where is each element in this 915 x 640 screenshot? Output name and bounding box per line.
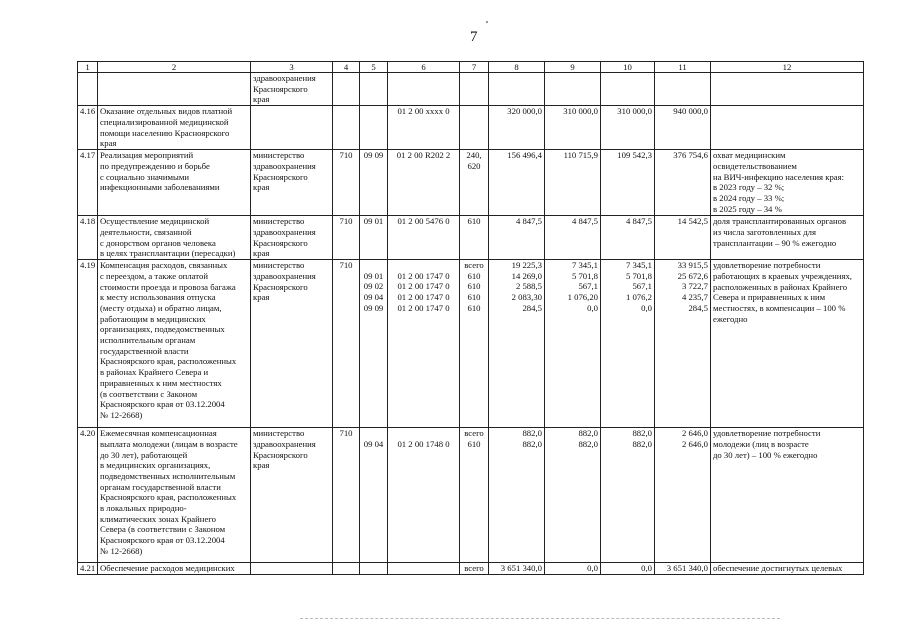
code-cell [333, 563, 360, 575]
table-row [78, 216, 864, 260]
value-total: 940 000,0 [655, 106, 711, 150]
value-total: 14 542,5 [655, 216, 711, 260]
column-number-row [78, 62, 864, 73]
row-number: 4.21 [78, 563, 98, 575]
value-2024: 110 715,9 [545, 150, 601, 216]
target-article-cell: 01 2 00 1748 0 [388, 428, 460, 563]
expense-type-cell: 610 [460, 216, 489, 260]
value-total: 33 915,5 25 672,6 3 722,7 4 235,7 284,5 [655, 260, 711, 428]
value-2025: 4 847,5 [601, 216, 655, 260]
result-cell [711, 106, 864, 150]
column-number: 5 [360, 62, 388, 73]
grbs-cell [251, 106, 333, 150]
grbs-cell [251, 563, 333, 575]
table-row [78, 563, 864, 575]
measure-description: Осуществление медицинской деятельности, связанной с донорством органов человека в целях трансплантации (пересадки) [98, 216, 251, 260]
grbs-cell: министерство здравоохранения Красноярского края [251, 150, 333, 216]
measure-description: Обеспечение расходов медицинских [98, 563, 251, 575]
expense-type-cell: всего 610 [460, 428, 489, 563]
target-article-cell: 01 2 00 5476 0 [388, 216, 460, 260]
section-cell [360, 106, 388, 150]
table-row [78, 428, 864, 563]
column-number: 4 [333, 62, 360, 73]
target-article-cell: 01 2 00 xxxx 0 [388, 106, 460, 150]
code-cell: 710 [333, 260, 360, 428]
value-2025: 310 000,0 [601, 106, 655, 150]
value-2024: 4 847,5 [545, 216, 601, 260]
measure-description: Компенсация расходов, связанных с переездом, а также оплатой стоимости проезда и провоза багажа к месту использования отпуска (месту отдыха) и обратно лицам, работающим в медицинских организациях, подведомственных исполнительным органам государственной власти Красноярского края, расположенных в районах Крайнего Севера и приравненных к ним местностях (в соответствии с Законом Красноярского края от 03.12.2004 № 12-2668) [98, 260, 251, 428]
budget-measures-table [77, 61, 864, 575]
value-2025: 7 345,1 5 701,8 567,1 1 076,2 0,0 [601, 260, 655, 428]
row-number: 4.17 [78, 150, 98, 216]
row-number: 4.20 [78, 428, 98, 563]
code-cell: 710 [333, 216, 360, 260]
column-number: 1 [78, 62, 98, 73]
section-cell: 09 09 [360, 150, 388, 216]
section-cell: 09 01 [360, 216, 388, 260]
result-cell: обеспечение достигнутых целевых [711, 563, 864, 575]
value-2024: 7 345,1 5 701,8 567,1 1 076,20 0,0 [545, 260, 601, 428]
section-cell: 09 04 [360, 428, 388, 563]
column-number: 9 [545, 62, 601, 73]
value-2024: 882,0 882,0 [545, 428, 601, 563]
target-article-cell: 01 2 00 1747 0 01 2 00 1747 0 01 2 00 1747 0 01 2 00 1747 0 [388, 260, 460, 428]
column-number: 3 [251, 62, 333, 73]
result-cell: доля трансплантированных органов из числа заготовленных для трансплантации – 90 % ежегодно [711, 216, 864, 260]
scan-edge-line [300, 618, 780, 620]
value-2024: 310 000,0 [545, 106, 601, 150]
grbs-cell: министерство здравоохранения Красноярского края [251, 216, 333, 260]
expense-type-cell [460, 106, 489, 150]
table-row [78, 106, 864, 150]
value-2023: 4 847,5 [489, 216, 545, 260]
column-number: 10 [601, 62, 655, 73]
target-article-cell [388, 563, 460, 575]
measure-description: Оказание отдельных видов платной специализированной медицинской помощи населению Красноярского края [98, 106, 251, 150]
result-cell: охват медицинским освидетельствованием на ВИЧ-инфекцию населения края: в 2023 году – 32 %; в 2024 году – 33 %; в 2025 году – 34 % [711, 150, 864, 216]
expense-type-cell: 240, 620 [460, 150, 489, 216]
row-number: 4.18 [78, 216, 98, 260]
value-2023: 3 651 340,0 [489, 563, 545, 575]
row-number: 4.16 [78, 106, 98, 150]
value-2023: 882,0 882,0 [489, 428, 545, 563]
column-number: 6 [388, 62, 460, 73]
column-number: 2 [98, 62, 251, 73]
result-cell: удовлетворение потребности молодежи (лиц в возрасте до 30 лет) – 100 % ежегодно [711, 428, 864, 563]
section-cell [360, 563, 388, 575]
column-number: 8 [489, 62, 545, 73]
column-number: 12 [711, 62, 864, 73]
value-2023: 320 000,0 [489, 106, 545, 150]
grbs-cell: здравоохранения Красноярского края [251, 73, 333, 106]
continuation-row [78, 73, 864, 106]
value-2025: 109 542,3 [601, 150, 655, 216]
value-total: 2 646,0 2 646,0 [655, 428, 711, 563]
value-2023: 19 225,3 14 269,0 2 588,5 2 083,30 284,5 [489, 260, 545, 428]
target-article-cell: 01 2 00 R202 2 [388, 150, 460, 216]
value-total: 3 651 340,0 [655, 563, 711, 575]
value-2025: 0,0 [601, 563, 655, 575]
column-number: 7 [460, 62, 489, 73]
code-cell: 710 [333, 150, 360, 216]
grbs-cell: министерство здравоохранения Красноярского края [251, 260, 333, 428]
table-row [78, 150, 864, 216]
value-2023: 156 496,4 [489, 150, 545, 216]
row-number: 4.19 [78, 260, 98, 428]
expense-type-cell: всего 610 610 610 610 [460, 260, 489, 428]
value-total: 376 754,6 [655, 150, 711, 216]
page-number: 7 [470, 29, 478, 45]
scan-speck [486, 21, 488, 23]
code-cell [333, 106, 360, 150]
table-row [78, 260, 864, 428]
value-2024: 0,0 [545, 563, 601, 575]
value-2025: 882,0 882,0 [601, 428, 655, 563]
section-cell: 09 01 09 02 09 04 09 09 [360, 260, 388, 428]
column-number: 11 [655, 62, 711, 73]
grbs-cell: министерство здравоохранения Красноярского края [251, 428, 333, 563]
expense-type-cell: всего [460, 563, 489, 575]
result-cell: удовлетворение потребности работающих в краевых учреждениях, расположенных в районах Крайнего Севера и приравненных к ним местностях, в компенсации – 100 % ежегодно [711, 260, 864, 428]
code-cell: 710 [333, 428, 360, 563]
measure-description: Ежемесячная компенсационная выплата молодежи (лицам в возрасте до 30 лет), работающей в медицинских организациях, подведомственных исполнительным органам государственной власти Красноярского края, расположенных в локальных природно- климатических зонах Крайнего Севера (в соответствии с Законом Красноярского края от 03.12.2004 № 12-2668) [98, 428, 251, 563]
measure-description: Реализация мероприятий по предупреждению и борьбе с социально значимыми инфекционными заболеваниями [98, 150, 251, 216]
